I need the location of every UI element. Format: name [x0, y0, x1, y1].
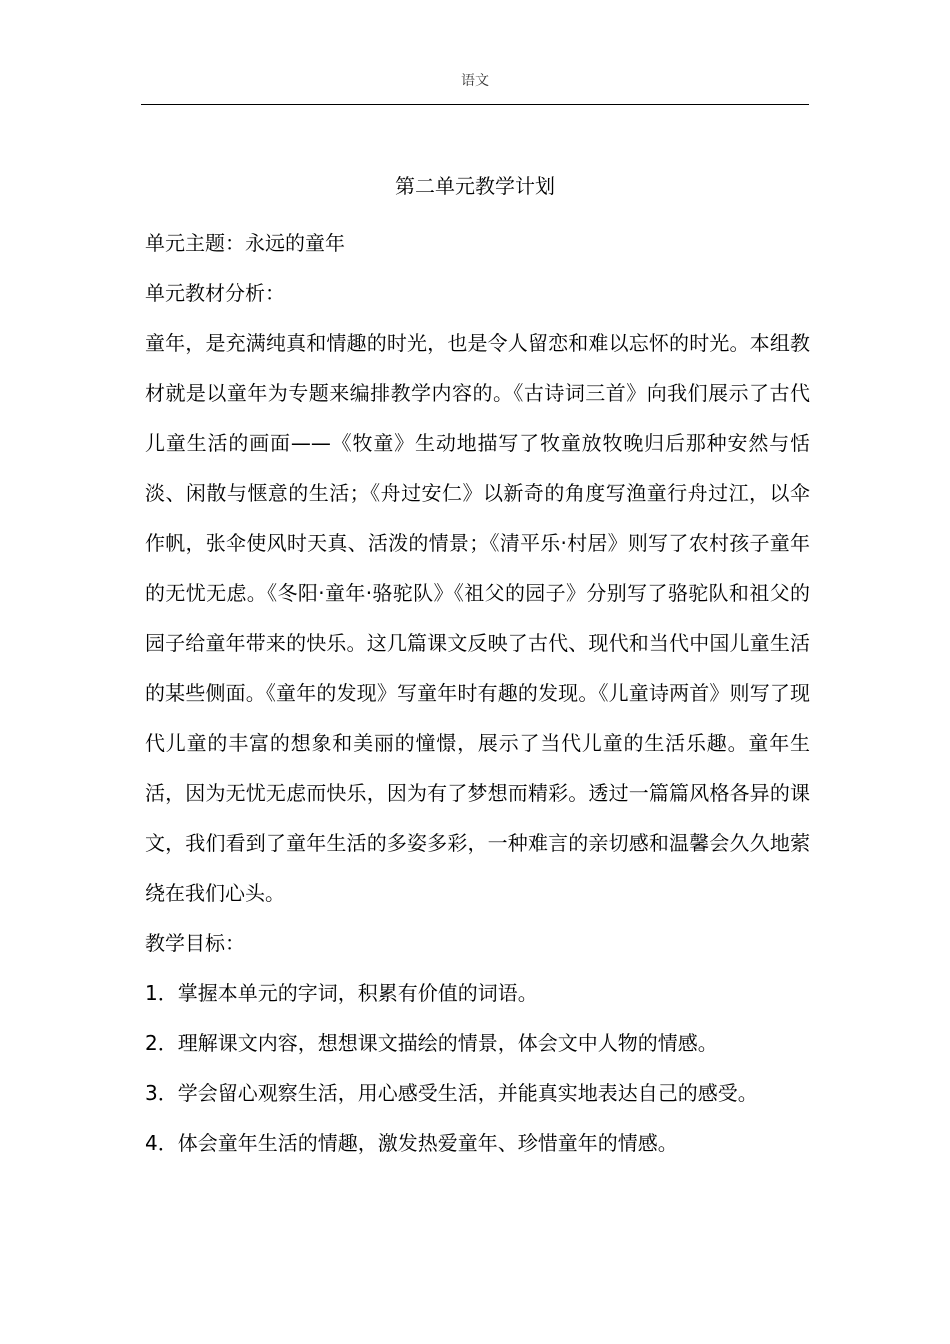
goal-item: 1．掌握本单元的字词，积累有价值的词语。 — [145, 981, 538, 1005]
goal-item: 3．学会留心观察生活，用心感受生活，并能真实地表达自己的感受。 — [145, 1081, 758, 1105]
document-title: 第二单元教学计划 — [395, 174, 555, 198]
analysis-heading: 单元教材分析： — [145, 281, 285, 305]
goal-item: 2．理解课文内容，想想课文描绘的情景，体会文中人物的情感。 — [145, 1031, 718, 1055]
goal-item: 4．体会童年生活的情趣，激发热爱童年、珍惜童年的情感。 — [145, 1131, 678, 1155]
page-header: 语文 — [461, 73, 489, 89]
document-body — [145, 218, 810, 1168]
goals-heading: 教学目标： — [145, 931, 245, 955]
analysis-paragraph: 童年，是充满纯真和情趣的时光，也是令人留恋和难以忘怀的时光。本组教材就是以童年为专题来编排教学内容的。《古诗词三首》向我们展示了古代儿童生活的画面——《牧童》生动地描写了牧童放牧晚归后那种安然与恬淡、闲散与惬意的生活；《舟过安仁》以新奇的角度写渔童行舟过江，以伞作帆，张伞使风时天真、活泼的情景；《清平乐·村居》则写了农村孩子童年的无忧无虑。《冬阳·童年·骆驼队》《祖父的园子》分别写了骆驼队和祖父的园子给童年带来的快乐。这几篇课文反映了古代、现代和当代中国儿童生活的某些侧面。《童年的发现》写童年时有趣的发现。《儿童诗两首》则写了现代儿童的丰富的想象和美丽的憧憬，展示了当代儿童的生活乐趣。童年生活，因为无忧无虑而快乐，因为有了梦想而精彩。透过一篇篇风格各异的课文，我们看到了童年生活的多姿多彩，一种难言的亲切感和温馨会久久地萦绕在我们心头。 — [145, 331, 810, 905]
header-divider — [141, 104, 809, 105]
unit-theme: 单元主题：永远的童年 — [145, 231, 345, 255]
